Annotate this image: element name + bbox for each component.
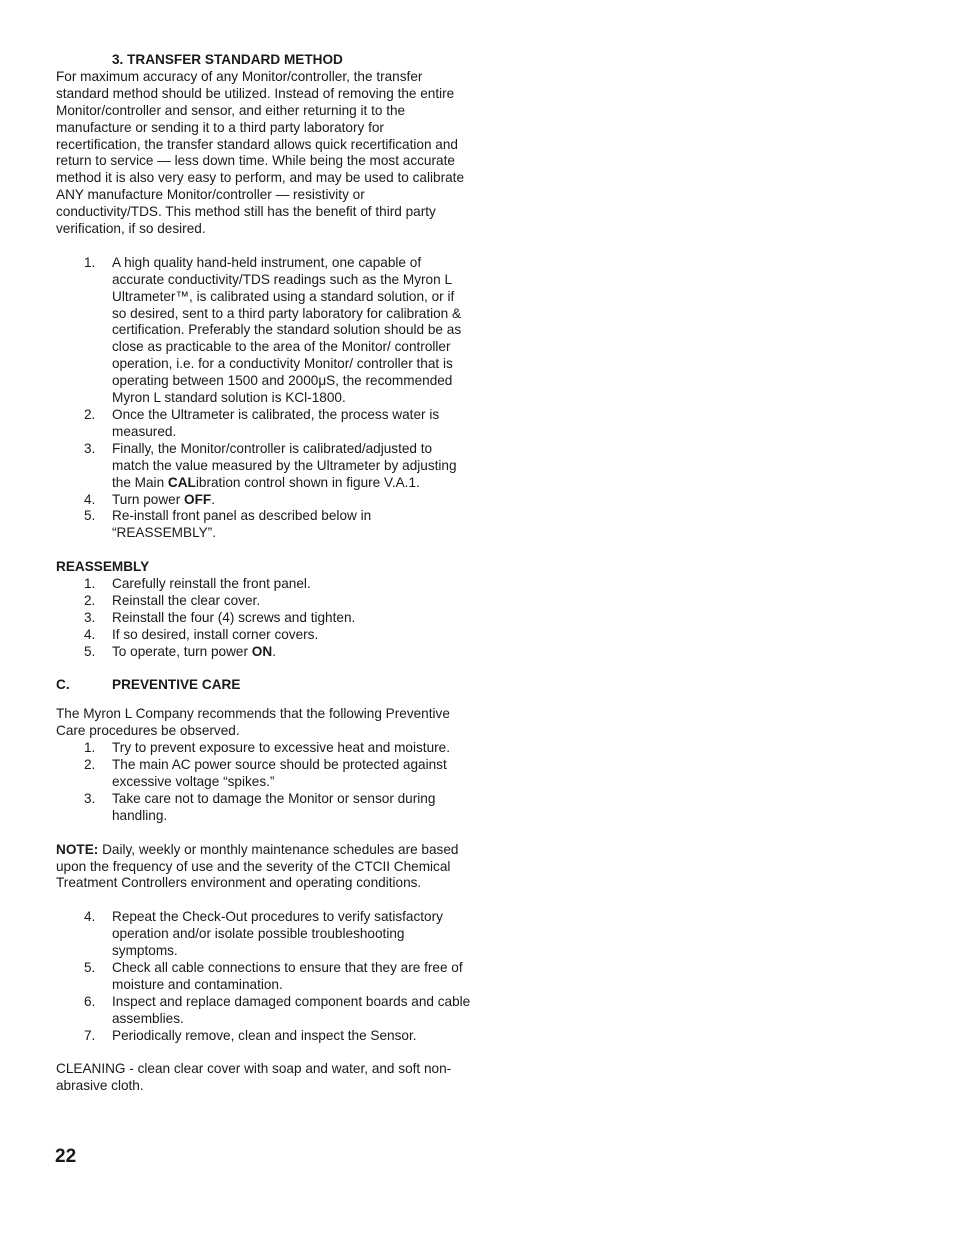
cleaning-paragraph: CLEANING - clean clear cover with soap and water, and soft non-abrasive cloth. (56, 1061, 452, 1094)
page-column (56, 52, 472, 1095)
transfer-heading: 3. TRANSFER STANDARD METHOD (112, 52, 343, 67)
page-number: 22 (55, 1146, 77, 1167)
list-item: 1. Carefully reinstall the front panel. (84, 576, 311, 592)
list-item: 4. Turn power OFF. (84, 491, 215, 507)
preventive-intro: The Myron L Company recommends that the following Preventive Care procedures be observed. (56, 706, 450, 739)
list-item: 5. Check all cable connections to ensure that they are free of moisture and contamination. (84, 959, 463, 992)
list-item: 1. A high quality hand-held instrument, one capable of accurate conductivity/TDS readings such as the Myron L Ultrameter™, is calibrated using a standard solution, or if so desired, sent to a third party laboratory for calibration & certification. Preferably the standard solution should be as close as practicable to the area of the Monitor/ controller operation, i.e. for a conductivity Monitor/ controller that is operating between 1500 and 2000μS, the recommended Myron L standard solution is KCl-1800. (84, 254, 462, 406)
list-item: 7. Periodically remove, clean and inspect the Sensor. (84, 1027, 417, 1043)
list-item: 2. Once the Ultrameter is calibrated, the process water is measured. (84, 407, 440, 439)
list-item: 6. Inspect and replace damaged component boards and cable assemblies. (84, 993, 471, 1026)
list-item: 3. Reinstall the four (4) screws and tighten. (84, 609, 356, 625)
list-item: 4. If so desired, install corner covers. (84, 626, 319, 642)
note-paragraph: NOTE: Daily, weekly or monthly maintenance schedules are based upon the frequency of use and the severity of the CTCII Chemical Treatment Controllers environment and operating conditions. (56, 841, 459, 891)
list-item: 2. The main AC power source should be protected against excessive voltage “spikes.” (84, 757, 447, 790)
list-item: 1. Try to prevent exposure to excessive heat and moisture. (84, 740, 450, 756)
preventive-steps-a (56, 740, 472, 825)
reassembly-heading: REASSEMBLY (56, 559, 150, 575)
list-item: 5. Re-install front panel as described below in “REASSEMBLY”. (84, 508, 372, 541)
reassembly-steps (56, 576, 472, 661)
list-item: 3. Take care not to damage the Monitor or sensor during handling. (84, 790, 436, 823)
preventive-steps-b (56, 909, 472, 1044)
list-item: 2. Reinstall the clear cover. (84, 592, 261, 608)
list-item: 3. Finally, the Monitor/controller is calibrated/adjusted to match the value measured by the Ultrameter by adjusting the Main CALibration control shown in figure V.A.1. (84, 440, 457, 490)
transfer-intro: For maximum accuracy of any Monitor/controller, the transfer standard method should be utilized. Instead of removing the entire Monitor/controller and sensor, and either returning it to the manufacture or sending it to a third party laboratory for recertification, the transfer standard allows quick recertification and return to service — less down time. While being the most accurate method it is also very easy to perform, and may be used to calibrate ANY manufacture Monitor/controller — resistivity or conductivity/TDS. This method still has the benefit of third party verification, if so desired. (56, 68, 465, 237)
list-item: 5. To operate, turn power ON. (84, 643, 276, 659)
preventive-heading: C. PREVENTIVE CARE (56, 677, 241, 693)
transfer-steps (56, 255, 472, 542)
list-item: 4. Repeat the Check-Out procedures to verify satisfactory operation and/or isolate possible troubleshooting symptoms. (84, 909, 443, 959)
